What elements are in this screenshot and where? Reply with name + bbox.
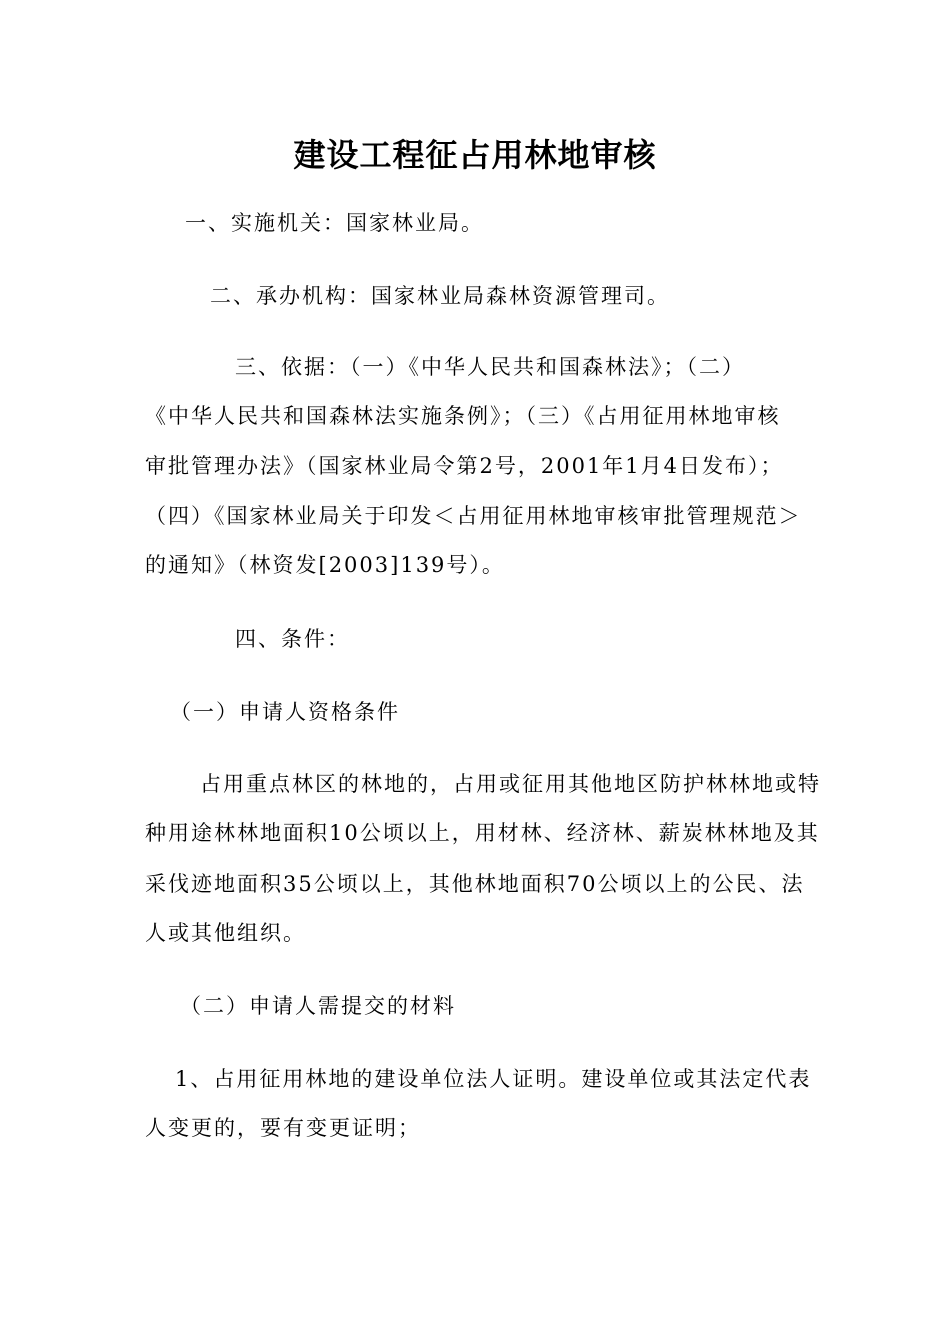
section-basis-line-4: （四）《国家林业局关于印发＜占用征用林地审核审批管理规范＞ (145, 504, 802, 528)
section-basis-line-5: 的通知》（林资发[2003]139号）。 (145, 553, 505, 577)
section-conditions-heading: 四、条件： (235, 627, 350, 651)
subsection-applicant-qualification: （一）申请人资格条件 (170, 700, 400, 724)
materials-item-1-line-1: 1、占用征用林地的建设单位法人证明。建设单位或其法定代表 (175, 1067, 812, 1091)
qualification-paragraph-line-1: 占用重点林区的林地的，占用或征用其他地区防护林林地或特 (200, 772, 821, 796)
section-handling-organization: 二、承办机构：国家林业局森林资源管理司。 (210, 284, 670, 308)
section-basis-line-1: 三、依据：（一）《中华人民共和国森林法》；（二） (235, 355, 745, 379)
qualification-paragraph-line-4: 人或其他组织。 (145, 921, 306, 945)
materials-item-1-line-2: 人变更的，要有变更证明； (145, 1116, 421, 1140)
document-title: 建设工程征占用林地审核 (293, 136, 657, 174)
qualification-paragraph-line-2: 种用途林林地面积10公顷以上，用材林、经济林、薪炭林林地及其 (145, 821, 820, 845)
subsection-required-materials: （二）申请人需提交的材料 (180, 994, 456, 1018)
section-implementing-agency: 一、实施机关：国家林业局。 (185, 211, 484, 235)
section-basis-line-3: 审批管理办法》（国家林业局令第2号，2001年1月4日发布）； (145, 454, 784, 478)
qualification-paragraph-line-3: 采伐迹地面积35公顷以上，其他林地面积70公顷以上的公民、法 (145, 872, 805, 896)
section-basis-line-2: 《中华人民共和国森林法实施条例》；（三）《占用征用林地审核 (145, 404, 781, 428)
